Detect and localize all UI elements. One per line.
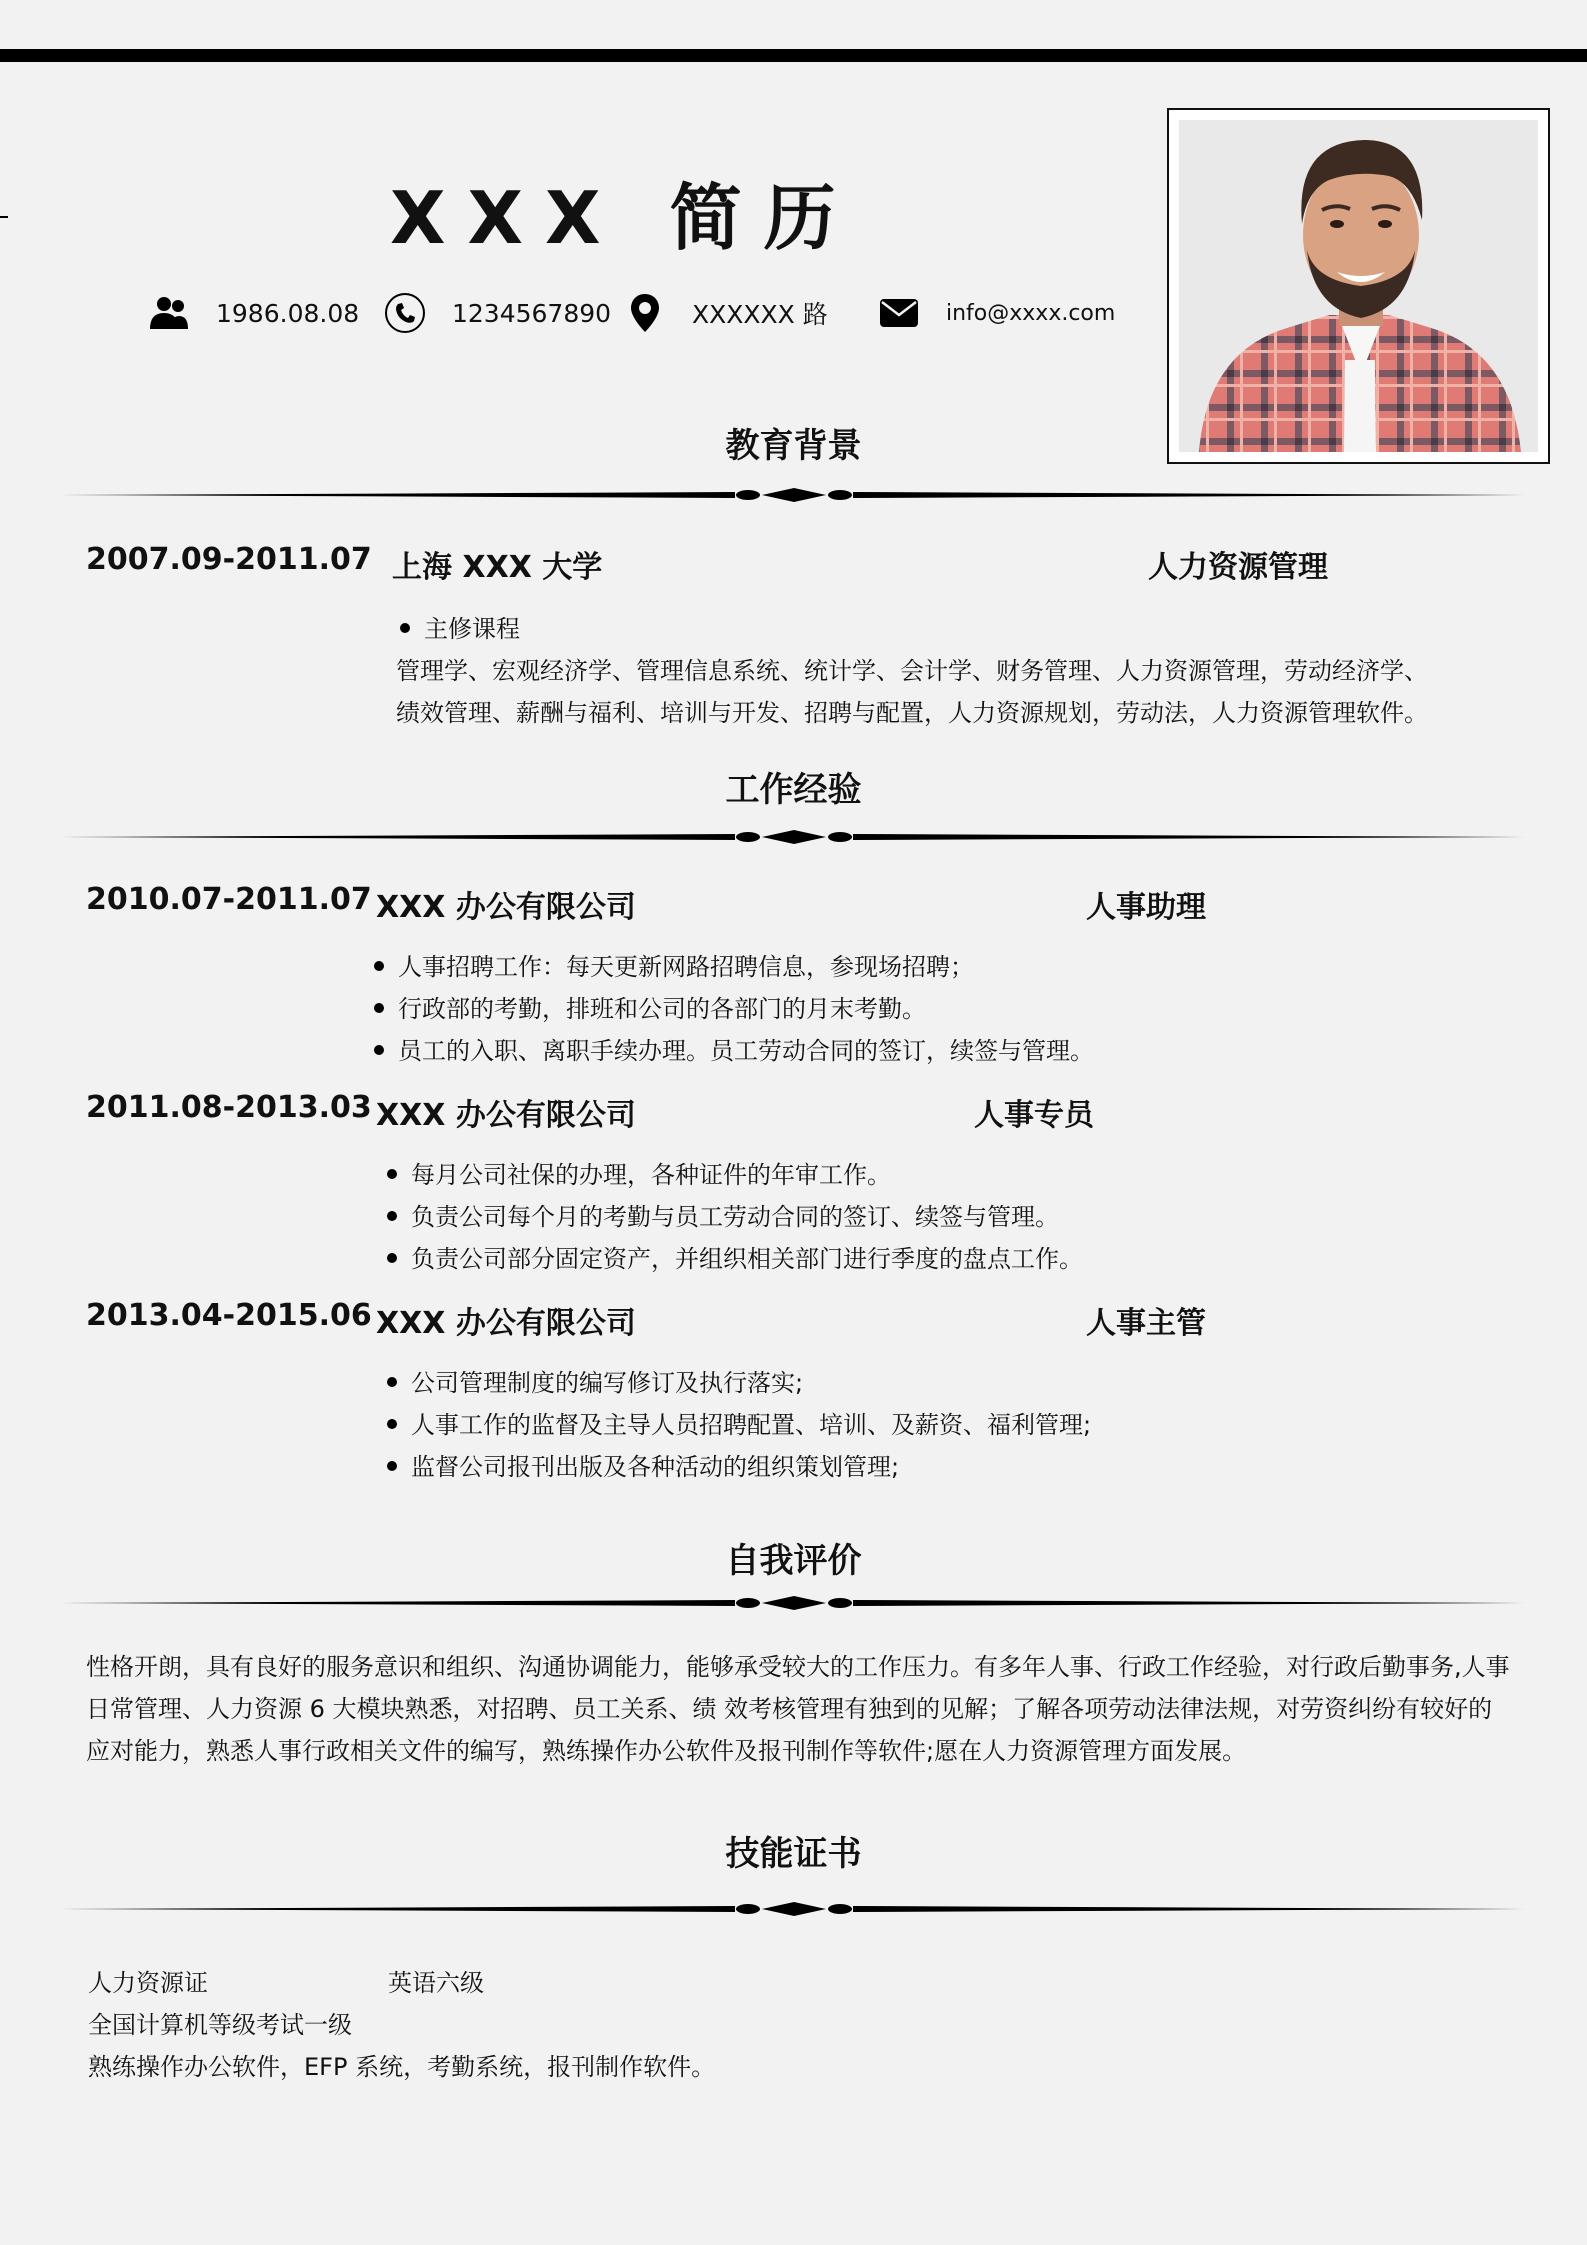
users-icon xyxy=(146,290,192,336)
work-item: 员工的入职、离职手续办理。员工劳动合同的签订，续签与管理。 xyxy=(374,1031,1094,1066)
work-date: 2013.04-2015.06 xyxy=(86,1298,372,1333)
location-pin-icon xyxy=(622,290,668,336)
work-item: 公司管理制度的编写修订及执行落实; xyxy=(387,1363,803,1398)
work-role: 人事主管 xyxy=(1086,1306,1206,1341)
work-item: 每月公司社保的办理，各种证件的年审工作。 xyxy=(387,1155,891,1190)
work-date: 2011.08-2013.03 xyxy=(86,1090,372,1125)
education-date: 2007.09-2011.07 xyxy=(86,542,372,577)
education-school: 上海 XXX 大学 xyxy=(392,550,603,585)
envelope-icon xyxy=(876,290,922,336)
section-divider xyxy=(60,483,1528,507)
birthday-text: 1986.08.08 xyxy=(216,298,360,328)
edge-tick xyxy=(0,216,8,218)
section-divider xyxy=(60,1897,1528,1921)
skill-cert: 英语六级 xyxy=(388,1969,484,1997)
resume-title: XXX 简历 xyxy=(390,176,858,260)
skill-cert: 全国计算机等级考试一级 xyxy=(88,2011,352,2039)
work-date: 2010.07-2011.07 xyxy=(86,882,372,917)
section-title-skills: 技能证书 xyxy=(725,1834,862,1874)
work-company: XXX 办公有限公司 xyxy=(376,1098,636,1133)
courses-line: 管理学、宏观经济学、管理信息系统、统计学、会计学、财务管理、人力资源管理，劳动经济学、 xyxy=(396,657,1428,685)
contact-email xyxy=(876,290,1115,336)
courses-label: 主修课程 xyxy=(400,609,520,644)
courses-line: 绩效管理、薪酬与福利、培训与开发、招聘与配置，人力资源规划，劳动法，人力资源管理软件。 xyxy=(396,699,1428,727)
work-item: 负责公司部分固定资产，并组织相关部门进行季度的盘点工作。 xyxy=(387,1239,1083,1274)
work-role: 人事专员 xyxy=(974,1098,1094,1133)
work-item: 负责公司每个月的考勤与员工劳动合同的签订、续签与管理。 xyxy=(387,1197,1059,1232)
address-text: XXXXXX 路 xyxy=(692,300,828,329)
education-major: 人力资源管理 xyxy=(1148,550,1328,585)
section-title-work: 工作经验 xyxy=(725,770,862,810)
top-bar xyxy=(0,49,1587,62)
section-title-self-evaluation: 自我评价 xyxy=(725,1541,862,1581)
contact-address xyxy=(622,290,828,336)
phone-icon xyxy=(382,290,428,336)
profile-photo xyxy=(1167,108,1550,464)
work-item: 行政部的考勤，排班和公司的各部门的月末考勤。 xyxy=(374,989,926,1024)
section-divider xyxy=(60,825,1528,849)
self-evaluation-line: 日常管理、人力资源 6 大模块熟悉，对招聘、员工关系、绩 效考核管理有独到的见解；了解各项劳动法律法规，对劳资纠纷有较好的 xyxy=(86,1695,1493,1723)
section-divider xyxy=(60,1591,1528,1615)
self-evaluation-line: 应对能力，熟悉人事行政相关文件的编写，熟练操作办公软件及报刊制作等软件;愿在人力资源管理方面发展。 xyxy=(86,1737,1247,1765)
section-title-education: 教育背景 xyxy=(725,426,862,466)
self-evaluation-line: 性格开朗，具有良好的服务意识和组织、沟通协调能力，能够承受较大的工作压力。有多年人事、行政工作经验，对行政后勤事务,人事 xyxy=(86,1653,1510,1681)
skill-software: 熟练操作办公软件，EFP 系统，考勤系统，报刊制作软件。 xyxy=(88,2053,716,2081)
work-item: 人事工作的监督及主导人员招聘配置、培训、及薪资、福利管理; xyxy=(387,1405,1091,1440)
email-text: info@xxxx.com xyxy=(946,300,1116,326)
contact-phone xyxy=(382,290,611,336)
work-company: XXX 办公有限公司 xyxy=(376,890,636,925)
self-evaluation-text xyxy=(86,1646,1516,1772)
work-item: 人事招聘工作：每天更新网路招聘信息，参现场招聘； xyxy=(374,947,974,982)
work-item: 监督公司报刊出版及各种活动的组织策划管理; xyxy=(387,1447,899,1482)
work-company: XXX 办公有限公司 xyxy=(376,1306,636,1341)
skill-cert: 人力资源证 xyxy=(88,1969,208,1997)
phone-text: 1234567890 xyxy=(452,298,612,328)
contact-birthday xyxy=(146,290,359,336)
work-role: 人事助理 xyxy=(1086,890,1206,925)
